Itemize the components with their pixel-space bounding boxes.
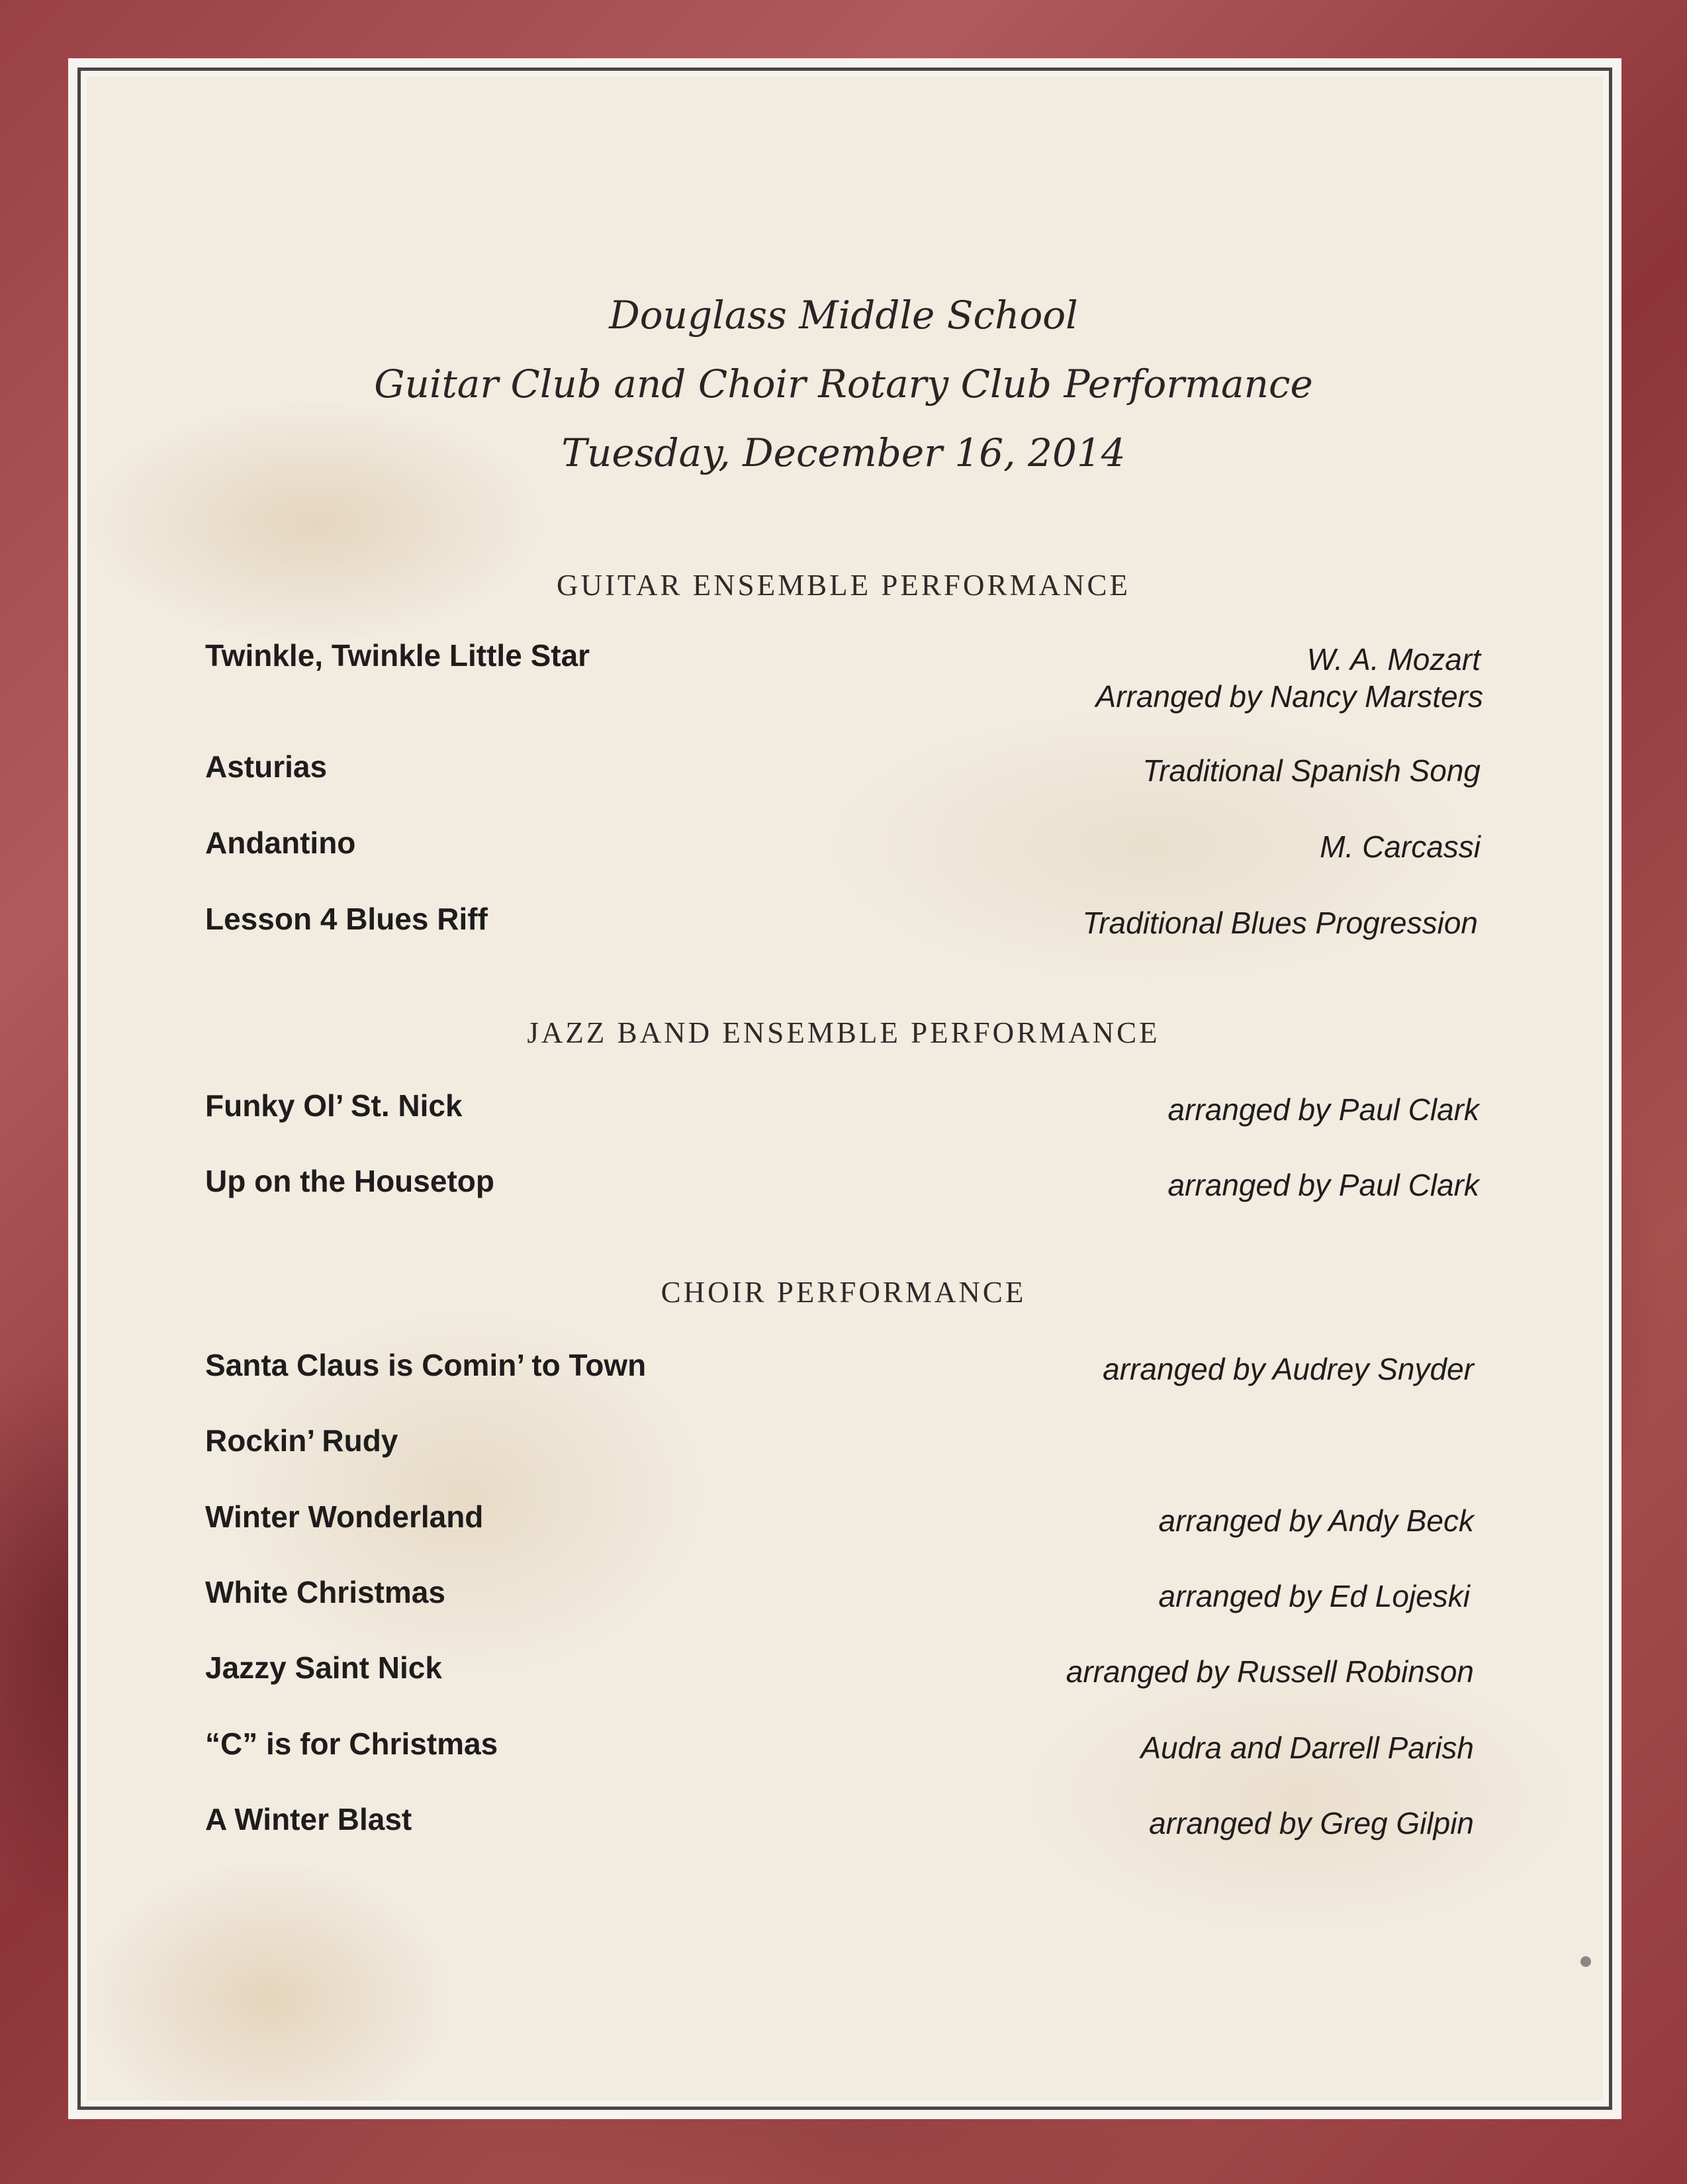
event-title: Guitar Club and Choir Rotary Club Performance — [374, 361, 1313, 406]
event-date: Tuesday, December 16, 2014 — [561, 430, 1126, 475]
song-credit: Audra and Darrell Parish — [1140, 1731, 1474, 1765]
song-credit: arranged by Andy Beck — [1158, 1503, 1474, 1538]
song-title: Jazzy Saint Nick — [205, 1650, 442, 1685]
song-title: Twinkle, Twinkle Little Star — [205, 638, 590, 673]
scan-speck — [1580, 1956, 1591, 1967]
school-name: Douglass Middle School — [609, 293, 1078, 338]
song-title: “C” is for Christmas — [205, 1727, 498, 1761]
song-credit: Traditional Blues Progression — [1082, 906, 1478, 940]
song-title: Asturias — [205, 749, 328, 784]
song-credit: arranged by Paul Clark — [1167, 1092, 1479, 1127]
song-credit: arranged by Greg Gilpin — [1149, 1806, 1474, 1840]
song-title: Up on the Housetop — [205, 1164, 494, 1198]
song-title: Andantino — [205, 826, 356, 860]
song-title: Santa Claus is Comin’ to Town — [205, 1348, 647, 1382]
song-title: Rockin’ Rudy — [205, 1423, 398, 1458]
song-credit: arranged by Paul Clark — [1167, 1168, 1479, 1202]
section-title-guitar: GUITAR ENSEMBLE PERFORMANCE — [557, 569, 1130, 602]
song-credit: W. A. Mozart — [1306, 642, 1481, 677]
song-title: White Christmas — [205, 1575, 445, 1609]
song-credit: arranged by Ed Lojeski — [1158, 1579, 1470, 1613]
song-credit-arranger: Arranged by Nancy Marsters — [1095, 679, 1483, 714]
song-title: Lesson 4 Blues Riff — [205, 902, 488, 936]
song-credit: arranged by Audrey Snyder — [1103, 1352, 1474, 1386]
song-credit: M. Carcassi — [1320, 830, 1481, 864]
song-title: Winter Wonderland — [205, 1499, 484, 1534]
song-credit: arranged by Russell Robinson — [1066, 1654, 1474, 1689]
section-title-jazz: JAZZ BAND ENSEMBLE PERFORMANCE — [527, 1016, 1160, 1049]
song-title: A Winter Blast — [205, 1802, 412, 1836]
song-credit: Traditional Spanish Song — [1142, 753, 1481, 788]
song-title: Funky Ol’ St. Nick — [205, 1088, 463, 1123]
section-title-choir: CHOIR PERFORMANCE — [661, 1276, 1026, 1309]
